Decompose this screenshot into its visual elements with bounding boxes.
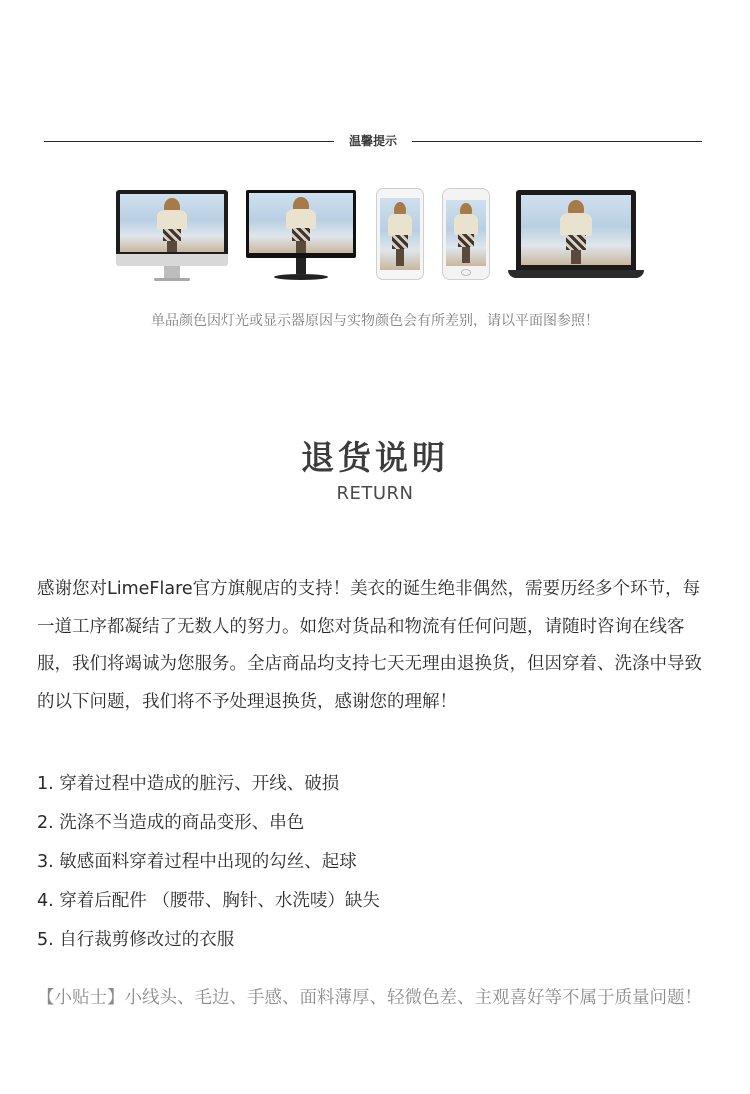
page-title: 退货说明 xyxy=(301,438,449,477)
list-item: 5. 自行裁剪修改过的衣服 xyxy=(37,930,235,950)
color-disclaimer: 单品颜色因灯光或显示器原因与实物颜色会有所差别，请以平面图参照！ xyxy=(151,313,599,329)
intro-paragraph: 感谢您对LimeFlare官方旗舰店的支持！美衣的诞生绝非偶然，需要历经多个环节，每一道工序都凝结了无数人的努力。如您对货品和物流有任何问题，请随时咨询在线客服，我们将竭诚为您服务。全店商品均支持七天无理由退换货，但因穿着、洗涤中导致的以下问题，我们将不予处理退换货，感谢您的理解！ xyxy=(37,579,702,712)
list-item: 4. 穿着后配件 （腰带、胸针、水洗唛）缺失 xyxy=(37,891,380,911)
laptop-icon xyxy=(508,190,644,282)
exclusion-list xyxy=(37,766,717,961)
list-item: 1. 穿着过程中造成的脏污、开线、破损 xyxy=(37,774,340,794)
page-subtitle: RETURN xyxy=(336,483,414,504)
android-phone-icon xyxy=(376,188,424,280)
iphone-icon xyxy=(442,188,490,280)
tips-note: 【小贴士】小线头、毛边、手感、面料薄厚、轻微色差、主观喜好等不属于质量问题！ xyxy=(37,988,702,1008)
device-comparison-image xyxy=(112,186,648,286)
divider-left xyxy=(44,141,334,142)
monitor-icon xyxy=(246,190,356,282)
list-item: 2. 洗涤不当造成的商品变形、串色 xyxy=(37,813,305,833)
notice-title: 温馨提示 xyxy=(348,134,397,148)
imac-icon xyxy=(116,190,228,282)
list-item: 3. 敏感面料穿着过程中出现的勾丝、起球 xyxy=(37,852,357,872)
divider-right xyxy=(412,141,702,142)
